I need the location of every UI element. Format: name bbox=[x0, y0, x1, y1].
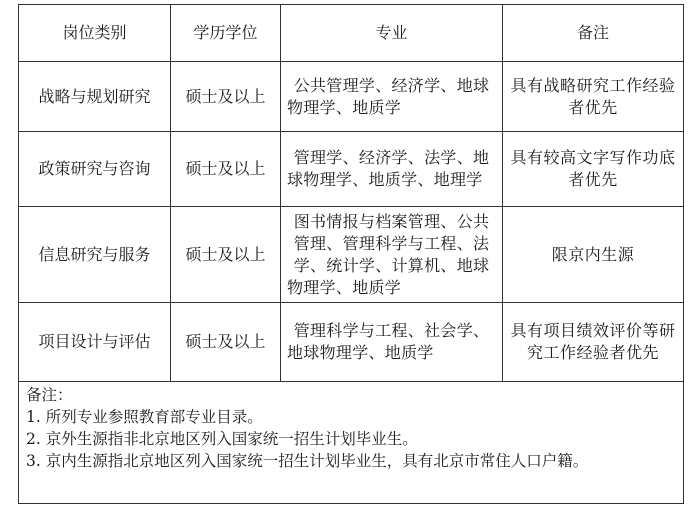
footnote-item: 1. 所列专业参照教育部专业目录。 bbox=[26, 408, 263, 426]
recruitment-table bbox=[18, 4, 684, 382]
note-cell: 具有项目绩效评价等研究工作经验者优先 bbox=[503, 303, 684, 382]
header-post-category: 岗位类别 bbox=[19, 5, 171, 62]
note-cell: 具有较高文字写作功底者优先 bbox=[503, 132, 684, 207]
major-cell: 管理科学与工程、社会学、地球物理学、地质学 bbox=[281, 303, 503, 382]
major-cell: 公共管理学、经济学、地球物理学、地质学 bbox=[281, 62, 503, 132]
table-row bbox=[19, 62, 684, 132]
footnotes-title: 备注： bbox=[26, 386, 73, 404]
header-major: 专业 bbox=[281, 5, 503, 62]
degree-cell: 硕士及以上 bbox=[171, 132, 281, 207]
degree-cell: 硕士及以上 bbox=[171, 207, 281, 303]
post-cell: 政策研究与咨询 bbox=[19, 132, 171, 207]
degree-cell: 硕士及以上 bbox=[171, 303, 281, 382]
footnotes-section bbox=[18, 380, 684, 504]
post-cell: 项目设计与评估 bbox=[19, 303, 171, 382]
post-cell: 战略与规划研究 bbox=[19, 62, 171, 132]
major-cell: 管理学、经济学、法学、地球物理学、地质学、地理学 bbox=[281, 132, 503, 207]
header-degree: 学历学位 bbox=[171, 5, 281, 62]
footnote-item: 3. 京内生源指北京地区列入国家统一招生计划毕业生，具有北京市常住人口户籍。 bbox=[26, 452, 589, 470]
footnote-item: 2. 京外生源指非北京地区列入国家统一招生计划毕业生。 bbox=[26, 430, 418, 448]
table-header-row bbox=[19, 5, 684, 62]
note-cell: 限京内生源 bbox=[503, 207, 684, 303]
post-cell: 信息研究与服务 bbox=[19, 207, 171, 303]
major-cell: 图书情报与档案管理、公共管理、管理科学与工程、法学、统计学、计算机、地球物理学、地质学 bbox=[281, 207, 503, 303]
table-row bbox=[19, 207, 684, 303]
table-row bbox=[19, 303, 684, 382]
table-row bbox=[19, 132, 684, 207]
degree-cell: 硕士及以上 bbox=[171, 62, 281, 132]
header-remarks: 备注 bbox=[503, 5, 684, 62]
note-cell: 具有战略研究工作经验者优先 bbox=[503, 62, 684, 132]
